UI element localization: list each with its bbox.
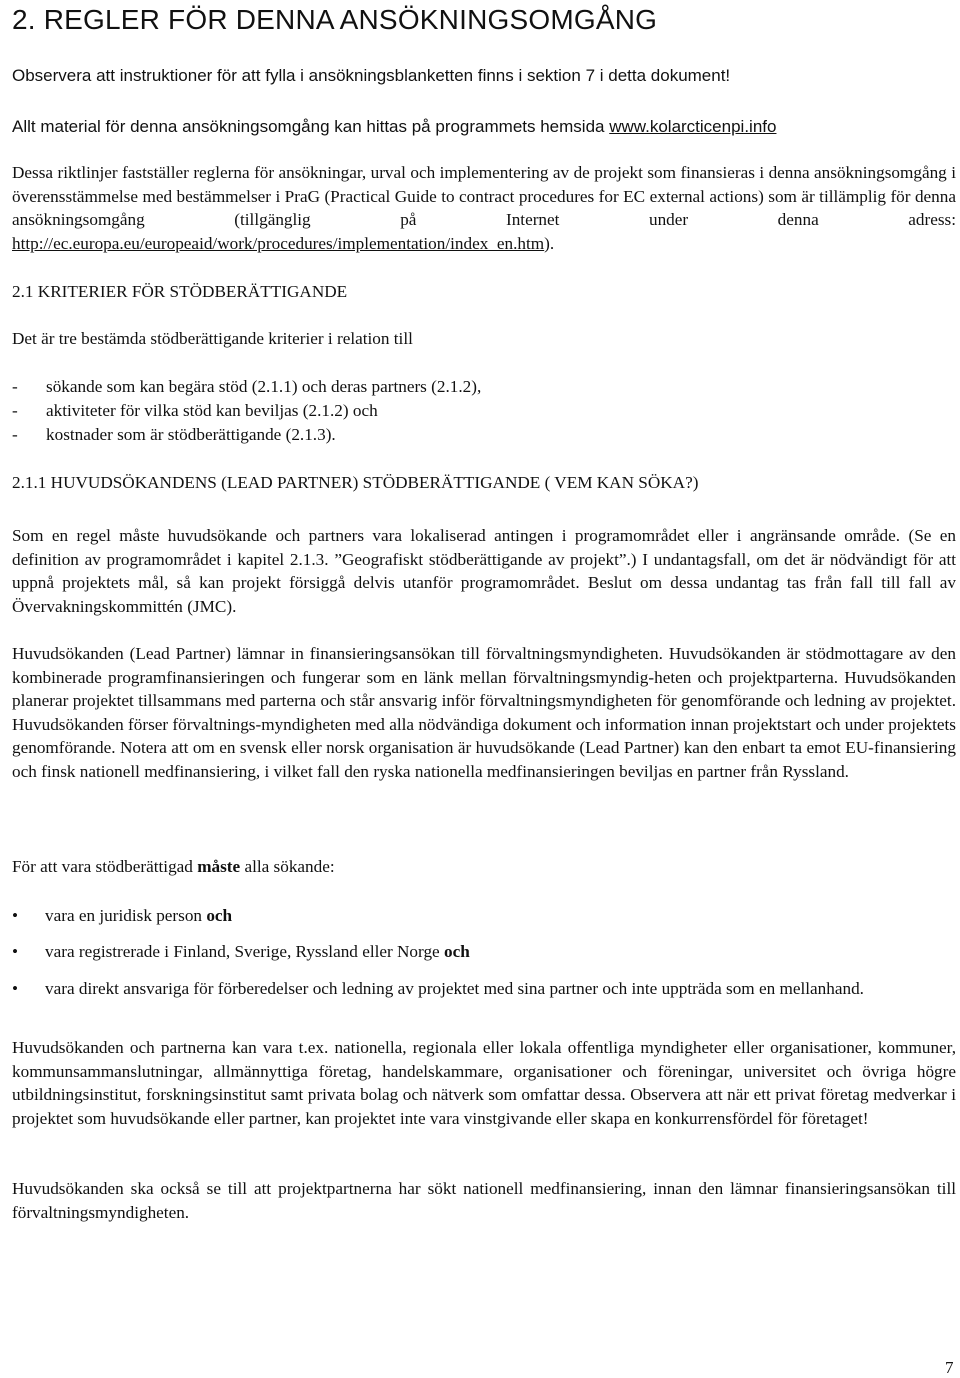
- subsection-2-1-1-title: 2.1.1 HUVUDSÖKANDENS (LEAD PARTNER) STÖDBERÄTTIGANDE ( VEM KAN SÖKA?): [12, 473, 699, 492]
- website-link[interactable]: www.kolarcticenpi.info: [609, 117, 777, 136]
- dash-marker: -: [12, 377, 18, 396]
- section-heading: 2. REGLER FÖR DENNA ANSÖKNINGSOMGÅNG: [12, 4, 658, 35]
- bullet-icon: •: [12, 942, 19, 961]
- requirements-emphasis: måste: [197, 857, 241, 876]
- requirements-intro-text: För att vara stödberättigad: [12, 857, 198, 876]
- guidelines-text: Dessa riktlinjer fastställer reglerna för ansökningar, urval och implementering av de projekt som finansieras i denna ansökningsomgång i överensstämmelse med bestämmelser i PraG (Practical Guide to contract procedures for EC external actions) som är tillämplig för denna ansökningsomgång (tillgänglig på Internet under denna adress:: [12, 163, 956, 230]
- page-number: 7: [945, 1358, 954, 1377]
- requirement-bullet: [12, 977, 956, 1001]
- criteria-item-text: kostnader som är stödberättigande (2.1.3).: [46, 425, 336, 444]
- intro-instructions: Observera att instruktioner för att fylla i ansökningsblanketten finns i sektion 7 i detta dokument!: [12, 66, 731, 85]
- criteria-item-text: aktiviteter för vilka stöd kan beviljas (2.1.2) och: [46, 401, 378, 420]
- criteria-intro: Det är tre bestämda stödberättigande kriterier i relation till: [12, 329, 413, 348]
- partner-types-paragraph: Huvudsökanden och partnerna kan vara t.ex. nationella, regionala eller lokala offentliga myndigheter eller organisationer, kommuner, kommunsammanslutningar, allmännyttiga företag, handelskammare, organisationer och föreningar, universitet och övriga högre utbildningsinstitut, forskningsinstitut samt privata bolag och nätverk som omfattar dessa. Observera att när ett privat företag medverkar i projektet som huvudsökande eller partner, kan projektet inte vara vinstgivande eller skapa en konkurrensfördel för företaget!: [12, 1038, 956, 1128]
- requirement-bullet: [12, 940, 956, 964]
- requirement-text: [45, 940, 956, 964]
- requirement-main-text: vara registrerade i Finland, Sverige, Ryssland eller Norge: [45, 942, 444, 961]
- requirement-main-text: vara en juridisk person: [45, 906, 207, 925]
- criteria-list-item: [12, 377, 481, 397]
- requirement-text: [45, 977, 956, 1001]
- requirements-intro: [12, 857, 335, 877]
- subsection-2-1-title: 2.1 KRITERIER FÖR STÖDBERÄTTIGANDE: [12, 282, 348, 301]
- requirement-conjunction: och: [443, 942, 470, 961]
- lead-partner-paragraph: Huvudsökanden (Lead Partner) lämnar in finansieringsansökan till förvaltningsmyndigheten. Huvudsökanden är stödmottagare av den kombinerade programfinansieringen och fungerar som en länk mellan förvaltningsmyndig-heten och projektparterna. Huvudsökanden planerar projektet tillsammans med parterna och står ansvarig inför förvaltningsmyndigheten för genomförande och ledning av projektet. Huvudsökanden förser förvaltnings-myndigheten med alla nödvändiga dokument och information innan projektstart och under projektets genomförande. Notera att om en svensk eller norsk organisation är huvudsökande (Lead Partner) kan den enbart ta emot EU-finansiering och finsk nationell medfinansiering, i vilket fall den ryska nationella medfinansieringen beviljas en partner från Ryssland.: [12, 644, 956, 781]
- bullet-icon: •: [12, 979, 19, 998]
- bullet-icon: •: [12, 906, 19, 925]
- guidelines-suffix: ).: [544, 233, 555, 253]
- eligibility-paragraph: Som en regel måste huvudsökande och partners vara lokaliserad antingen i programområdet eller i angränsande område. (Se en definition av programområdet i kapitel 2.1.3. ”Geografiskt stödberättigande av projekt”.) I undantagsfall, om det är nödvändigt för att uppnå projektets mål, så kan projekt försiggå delvis utanför programområdet. Beslut om dessa undantag tas från fall till fall av Övervakningskommittén (JMC).: [12, 526, 956, 616]
- requirement-main-text: vara direkt ansvariga för förberedelser och ledning av projektet med sina partner och inte uppträda som en mellanhand.: [45, 979, 864, 998]
- europeaid-link[interactable]: http://ec.europa.eu/europeaid/work/procedures/implementation/index_en.htm: [12, 233, 545, 253]
- guidelines-paragraph: [12, 161, 956, 255]
- dash-marker: -: [12, 401, 18, 420]
- requirements-intro-suffix: alla sökande:: [240, 857, 335, 876]
- cofinancing-paragraph: Huvudsökanden ska också se till att projektpartnerna har sökt nationell medfinansiering, innan den lämnar finansieringsansökan till förvaltningsmyndigheten.: [12, 1179, 956, 1222]
- criteria-list-item: [12, 401, 378, 421]
- intro-website-text: Allt material för denna ansökningsomgång kan hittas på programmets hemsida: [12, 117, 610, 136]
- requirement-conjunction: och: [206, 906, 233, 925]
- intro-website: [12, 117, 776, 137]
- criteria-list-item: [12, 425, 336, 445]
- requirement-bullet: [12, 904, 956, 928]
- requirement-text: [45, 904, 956, 928]
- dash-marker: -: [12, 425, 18, 444]
- criteria-item-text: sökande som kan begära stöd (2.1.1) och deras partners (2.1.2),: [46, 377, 482, 396]
